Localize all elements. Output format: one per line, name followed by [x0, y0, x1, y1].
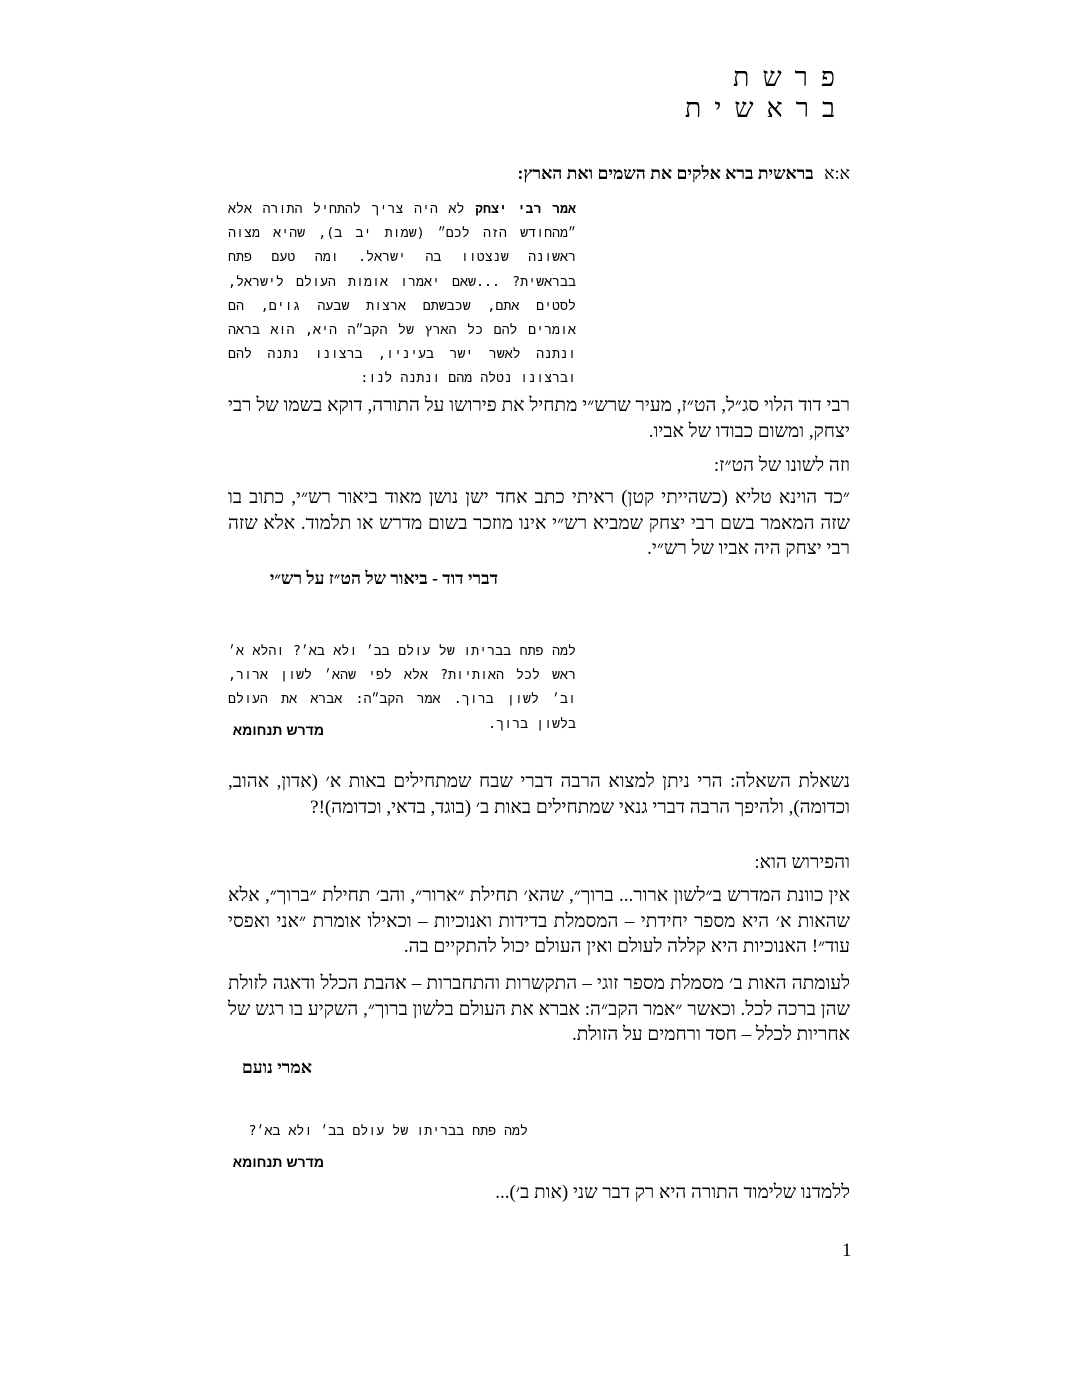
page-number: 1	[842, 1240, 852, 1261]
paragraph-explanation-aleph: אין כוונת המדרש ב״לשון ארור... ברוך״, שהא׳ תחילת ״ארור״, והב׳ תחילת ״ברוך״, אלא שהאות א׳ היא מספר יחידתי – המסמלת בדידות ואנוכיות – וכאילו אומרת ״אני ואפסי עוד״! האנוכיות היא קללה לעולם ואין העולם יכול להתקיים בה.	[228, 885, 850, 957]
midrash-source-short: מדרש תנחומא	[232, 1154, 324, 1170]
midrash-source: מדרש תנחומא	[232, 722, 324, 738]
rashi-quote-attribution: אמר רבי יצחק	[475, 202, 576, 217]
paragraph-taz-quote: ״כד הוינא טליא (כשהייתי קטן) ראיתי כתב אחד ישן נושן מאוד ביאור רש״י, כתוב בו שזה המאמר בשם רבי יצחק שמביא רש״י אינו מוזכר בשום מדרש או תלמוד. אלא שזה רבי יצחק היה אביו של רש״י.	[228, 487, 850, 559]
paragraph-explanation-intro: והפירוש הוא:	[754, 852, 850, 873]
paragraph-taz-language: וזה לשונו של הט״ז:	[713, 455, 850, 476]
parasha-title: פרשת בראשית	[684, 62, 848, 123]
verse-number: א:א	[824, 163, 850, 183]
paragraph-taz-intro: רבי דוד הלוי סג״ל, הט״ז, מעיר שרש״י מתחיל את פירושו על התורה, דוקא בשמו של רבי יצחק, ומשום כבודו של אביו.	[228, 395, 850, 442]
paragraph-explanation-bet: לעומתה האות ב׳ מסמלת מספר זוגי – התקשרות והתחברות – אהבת הכלל ודאגה לזולת שהן ברכה לכל. וכאשר ״אמר הקב״ה: אברא את העולם בלשון ברוך״, השקיע בו רגש של אחריות לכלל – חסד ורחמים על הזולת.	[228, 973, 850, 1045]
rashi-quote-text: לא היה צריך להתחיל התורה אלא ״מהחודש הזה לכם״ (שמות יב ב), שהיא מצוה ראשונה שנצטוו בה ישראל. ומה טעם פתח בבראשית? ...שאם יאמרו אומות העולם לישראל, לסטים אתם, שכבשתם ארצות שבעה גוים, הם אומרים להם כל הארץ של הקב״ה היא, הוא בראה ונתנה לאשר ישר בעיניו, ברצונו נתנה להם וברצונו נטלה מהם ונתנה לנו:	[228, 202, 576, 387]
midrash-quote: למה פתח בבריתו של עולם בב׳ ולא בא׳? והלא א׳ ראש לכל האותיות? אלא לפי שהא׳ לשון ארור, וב׳ לשון ברוך. אמר הקב״ה: אברא את העולם בלשון ברוך.	[228, 644, 576, 732]
section-heading-divrei-david: דברי דוד - ביאור של הט״ז על רש״י	[269, 568, 498, 588]
section-heading-imrei-noam: אמרי נועם	[241, 1057, 312, 1077]
verse-text: בראשית ברא אלקים את השמים ואת הארץ:	[517, 163, 814, 183]
paragraph-conclusion: ללמדנו שלימוד התורה היא רק דבר שני (אות ב׳)...	[495, 1182, 850, 1203]
verse-line	[230, 163, 850, 184]
midrash-quote-short: למה פתח בבריתו של עולם בב׳ ולא בא׳?	[248, 1124, 528, 1139]
paragraph-question: נשאלת השאלה: הרי ניתן למצוא הרבה דברי שבח שמתחילים באות א׳ (אדון, אהוב, וכדומה), ולהיפך הרבה דברי גנאי שמתחילים באות ב׳ (בוגד, בדאי, וכדומה)!?	[228, 771, 850, 818]
rashi-quote	[228, 198, 576, 392]
